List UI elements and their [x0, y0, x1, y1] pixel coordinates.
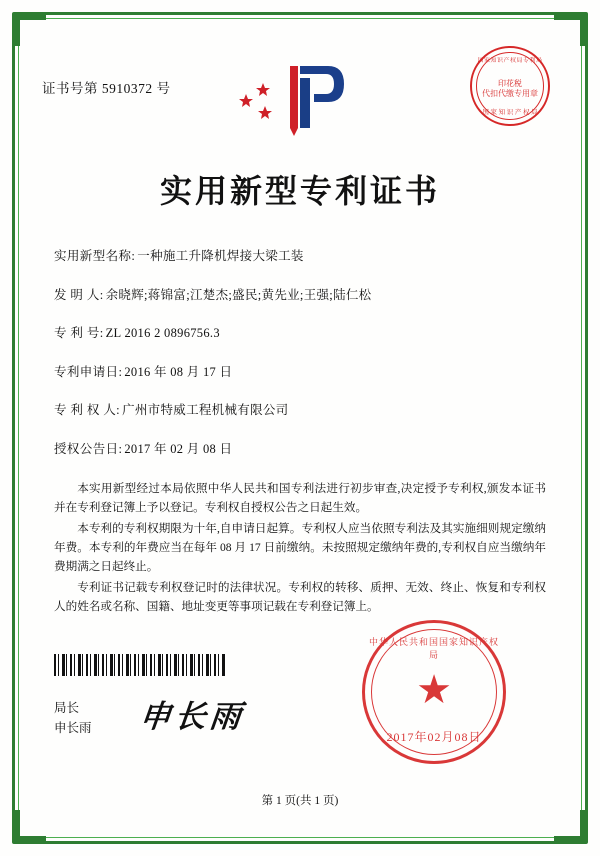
certificate-content [40, 40, 560, 816]
tax-stamp-seal [470, 46, 550, 126]
tax-stamp-mid-text: 印花税 代扣代缴专用章 [482, 79, 538, 98]
signature-title-label: 局长 [54, 701, 80, 715]
seal-circle-text: 中华人民共和国国家知识产权局 [368, 637, 499, 660]
field-row [54, 323, 550, 341]
field-value: 2017 年 02 月 08 日 [124, 441, 233, 456]
field-row [54, 285, 550, 303]
handwritten-signature: 申长雨 [137, 699, 247, 734]
official-national-seal [362, 620, 506, 764]
field-label: 实用新型名称: [54, 249, 136, 263]
page-title: 实用新型专利证书 [159, 173, 440, 209]
legal-paragraph: 本实用新型经过本局依照中华人民共和国专利法进行初步审查,决定授予专利权,颁发本证书并在专利登记簿上予以登记。专利权自授权公告之日起生效。 [54, 481, 546, 514]
seal-date: 2017年02月08日 [386, 730, 482, 744]
field-label: 专 利 权 人: [54, 403, 121, 417]
legal-paragraph: 本专利的专利权期限为十年,自申请日起算。专利权人应当依照专利法及其实施细则规定缴纳年费。本专利的年费应当在每年 08 月 17 日前缴纳。未按照规定缴纳年费的,专利权自应当缴纳年费期满之日起终止。 [54, 521, 546, 573]
field-value: 广州市特威工程机械有限公司 [122, 403, 289, 417]
legal-paragraph: 专利证书记载专利权登记时的法律状况。专利权的转移、质押、无效、终止、恢复和专利权人的姓名或名称、国籍、地址变更等事项记载在专利登记簿上。 [54, 580, 546, 613]
tax-stamp-arc-text: 国家知识产权局专利局 [477, 58, 543, 64]
field-row [54, 400, 550, 418]
legal-text [40, 479, 560, 616]
field-label: 发 明 人: [54, 287, 104, 302]
field-label: 专 利 号: [54, 326, 104, 340]
page-footer: 第 1 页(共 1 页) [261, 795, 339, 807]
field-row [54, 362, 550, 380]
certificate-header [40, 40, 560, 160]
patent-office-logo-icon [232, 58, 352, 140]
field-label: 授权公告日: [54, 441, 123, 456]
national-emblem-icon: ★ [416, 667, 452, 712]
field-value: 一种施工升降机焊接大梁工装 [137, 249, 304, 263]
field-value: ZL 2016 2 0896756.3 [105, 326, 220, 340]
signature-block [54, 698, 92, 738]
field-label: 专利申请日: [54, 364, 123, 379]
tax-stamp-bottom-text: 国 家 知 识 产 权 局 [482, 109, 538, 116]
certificate-number: 证书号第 5910372 号 [42, 81, 171, 96]
field-value: 2016 年 08 月 17 日 [124, 364, 233, 379]
field-row [54, 246, 550, 264]
document-barcode [54, 654, 226, 676]
field-value: 余晓辉;蒋锦富;江楚杰;盛民;黄先业;王强;陆仁松 [105, 287, 372, 302]
field-row [54, 439, 550, 457]
certificate-fields [40, 246, 560, 457]
signature-name: 申长雨 [54, 721, 92, 735]
